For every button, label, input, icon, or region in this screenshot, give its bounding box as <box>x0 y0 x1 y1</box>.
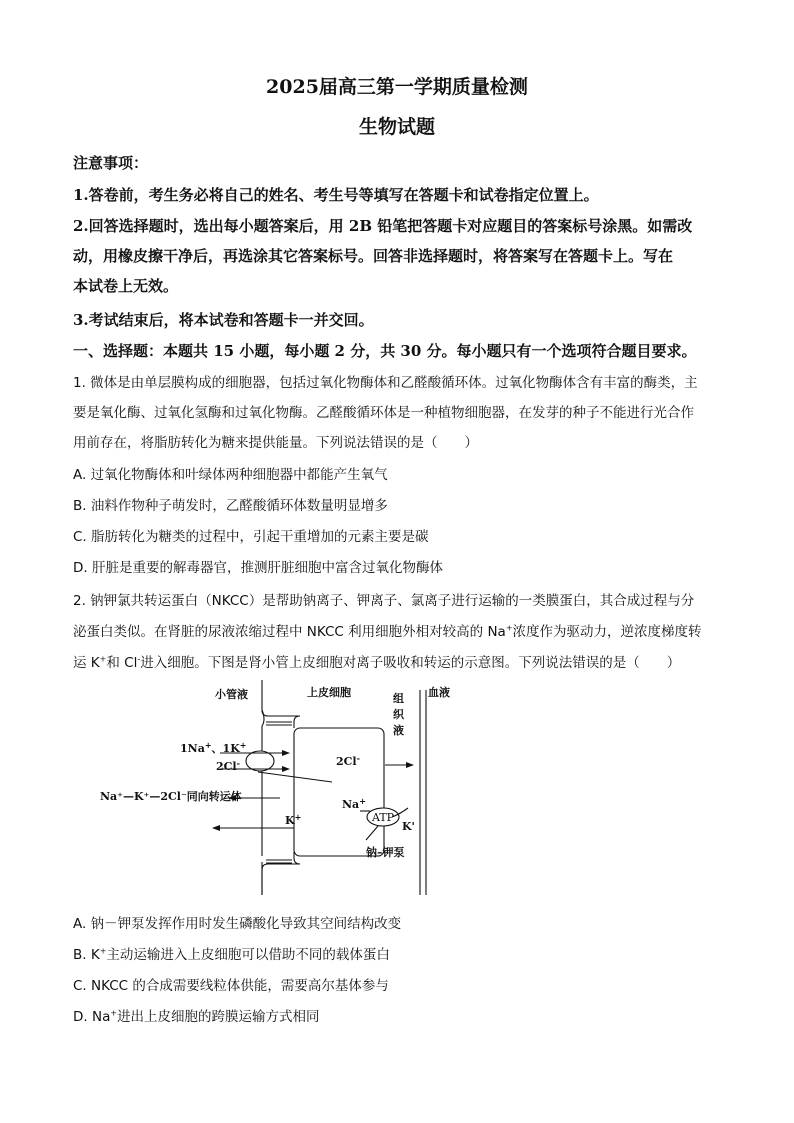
notice-heading: 注意事项： <box>73 154 149 172</box>
label-cl-in: 2Cl- <box>216 758 240 773</box>
q1-option-a: A. 过氧化物酶体和叶绿体两种细胞器中都能产生氧气 <box>73 467 388 483</box>
ion-transport-diagram <box>80 680 500 895</box>
label-na-out: Na+ <box>342 796 366 811</box>
label-cl-out: 2Cl- <box>336 753 360 768</box>
q1-option-b: B. 油料作物种子萌发时，乙醛酸循环体数量明显增多 <box>73 498 388 514</box>
label-pump: 钠–钾泵 <box>366 846 405 859</box>
q2-stem-line: 2. 钠钾氯共转运蛋白（NKCC）是帮助钠离子、钾离子、氯离子进行运输的一类膜蛋白，其合成过程与分 <box>73 593 695 609</box>
label-tissue-fluid: 织 <box>393 708 404 721</box>
exam-subject: 生物试题 <box>358 116 435 138</box>
q2-stem-line: 泌蛋白类似。在肾脏的尿液浓缩过程中 NKCC 利用细胞外相对较高的 Na+浓度作为驱动力，逆浓度梯度转 <box>73 623 702 640</box>
q1-option-c: C. 脂肪转化为糖类的过程中，引起干重增加的元素主要是碳 <box>73 529 429 545</box>
q2-option-d: D. Na+进出上皮细胞的跨膜运输方式相同 <box>73 1008 320 1025</box>
notice-item: 3.考试结束后，将本试卷和答题卡一并交回。 <box>73 311 374 329</box>
q2-option-b: B. K+主动运输进入上皮细胞可以借助不同的载体蛋白 <box>73 946 390 963</box>
q2-option-c: C. NKCC 的合成需要线粒体供能，需要高尔基体参与 <box>73 978 389 994</box>
label-tissue-fluid: 液 <box>393 724 404 737</box>
label-ions-in: 1Na+、1K+ <box>180 740 247 755</box>
label-epithelial-cell: 上皮细胞 <box>307 686 351 699</box>
label-tubule-fluid: 小管液 <box>215 688 248 701</box>
label-atp: ATP <box>372 811 395 824</box>
notice-item: 2.回答选择题时，选出每小题答案后，用 2B 铅笔把答题卡对应题目的答案标号涂黑。如需改 <box>73 217 693 235</box>
q1-stem-line: 用前存在，将脂肪转化为糖来提供能量。下列说法错误的是（ ） <box>73 435 478 451</box>
label-k-out: K+ <box>285 812 302 827</box>
label-tissue-fluid: 组 <box>393 692 404 705</box>
q1-stem-line: 要是氧化酶、过氧化氢酶和过氧化物酶。乙醛酸循环体是一种植物细胞器，在发芽的种子不能进行光合作 <box>73 405 694 421</box>
label-blood: 血液 <box>428 686 450 699</box>
section-heading: 一、选择题：本题共 15 小题，每小题 2 分，共 30 分。每小题只有一个选项符合题目要求。 <box>73 342 697 360</box>
q2-stem-line: 运 K+和 Cl-进入细胞。下图是肾小管上皮细胞对离子吸收和转运的示意图。下列说法错误的是（ ） <box>73 654 681 671</box>
q2-option-a: A. 钠－钾泵发挥作用时发生磷酸化导致其空间结构改变 <box>73 916 402 932</box>
label-symporter: Na⁺—K⁺—2Cl⁻同向转运体 <box>100 790 242 803</box>
notice-item: 1.答卷前，考生务必将自己的姓名、考生号等填写在答题卡和试卷指定位置上。 <box>73 186 599 204</box>
q1-stem-line: 1. 微体是由单层膜构成的细胞器，包括过氧化物酶体和乙醛酸循环体。过氧化物酶体含有丰富的酶类，主 <box>73 375 698 391</box>
notice-item: 动，用橡皮擦干净后，再选涂其它答案标号。回答非选择题时，将答案写在答题卡上。写在 <box>73 247 674 265</box>
label-k-in: K' <box>402 820 415 833</box>
q1-option-d: D. 肝脏是重要的解毒器官，推测肝脏细胞中富含过氧化物酶体 <box>73 560 443 576</box>
exam-title: 2025届高三第一学期质量检测 <box>266 76 528 98</box>
notice-item: 本试卷上无效。 <box>73 277 179 295</box>
